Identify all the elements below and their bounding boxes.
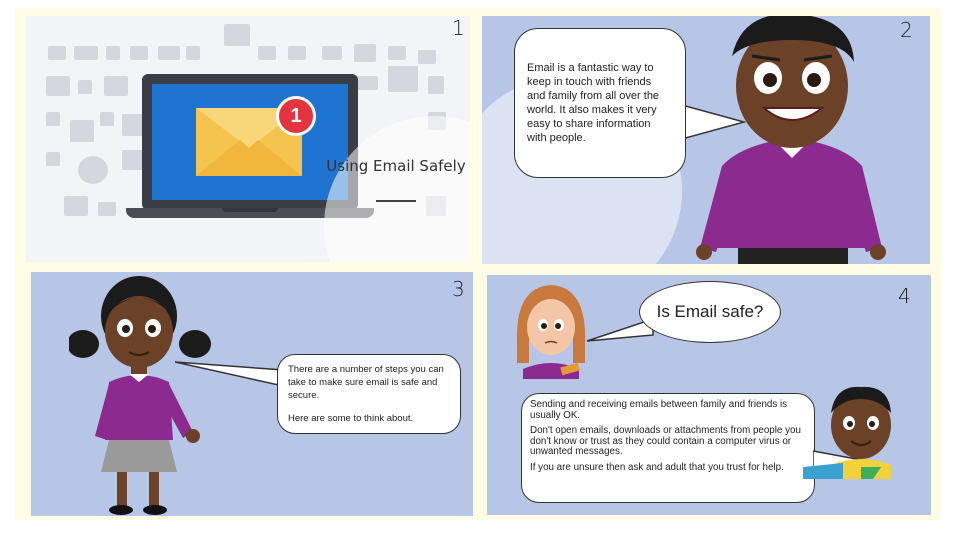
panel-3 bbox=[31, 272, 473, 516]
panel-3-number: 3 bbox=[452, 277, 465, 301]
answer-text-3: If you are unsure then ask and adult that you trust for help. bbox=[530, 461, 784, 473]
panel-2-number: 2 bbox=[900, 18, 913, 42]
panel-2 bbox=[482, 16, 930, 264]
speech-text-2: Here are some to think about. bbox=[288, 413, 414, 424]
badge-count: 1 bbox=[290, 105, 302, 127]
speech-bubble-panel-2 bbox=[514, 28, 686, 178]
answer-text-1: Sending and receiving emails between family and friends is usually OK. bbox=[530, 399, 788, 421]
panel-4-number: 4 bbox=[898, 284, 911, 308]
question-text: Is Email safe? bbox=[656, 302, 764, 321]
answer-bubble bbox=[521, 393, 815, 503]
boy-character bbox=[682, 16, 902, 264]
speech-text: Email is a fantastic way to keep in touch with friends and family from all over the world. It also makes it very easy to share information with people. bbox=[527, 62, 660, 144]
notification-badge bbox=[276, 96, 316, 136]
worried-girl-character bbox=[513, 283, 589, 379]
girl-character bbox=[69, 272, 219, 516]
speech-bubble-tail bbox=[175, 360, 285, 390]
question-bubble bbox=[639, 281, 781, 343]
panel-4 bbox=[487, 275, 931, 515]
panel-1 bbox=[26, 16, 470, 262]
answer-text-2: Don't open emails, downloads or attachments from people you don't know or trust as they could contain a computer virus or unwanted messages. bbox=[530, 425, 801, 458]
panel-1-number: 1 bbox=[452, 16, 465, 40]
panel-1-title: Using Email Safely bbox=[326, 157, 466, 175]
title-underline bbox=[376, 200, 416, 202]
small-boy-character bbox=[803, 383, 913, 487]
speech-text-1: There are a number of steps you can take to make sure email is safe and secure. bbox=[288, 364, 444, 401]
speech-bubble-panel-3 bbox=[277, 354, 461, 434]
